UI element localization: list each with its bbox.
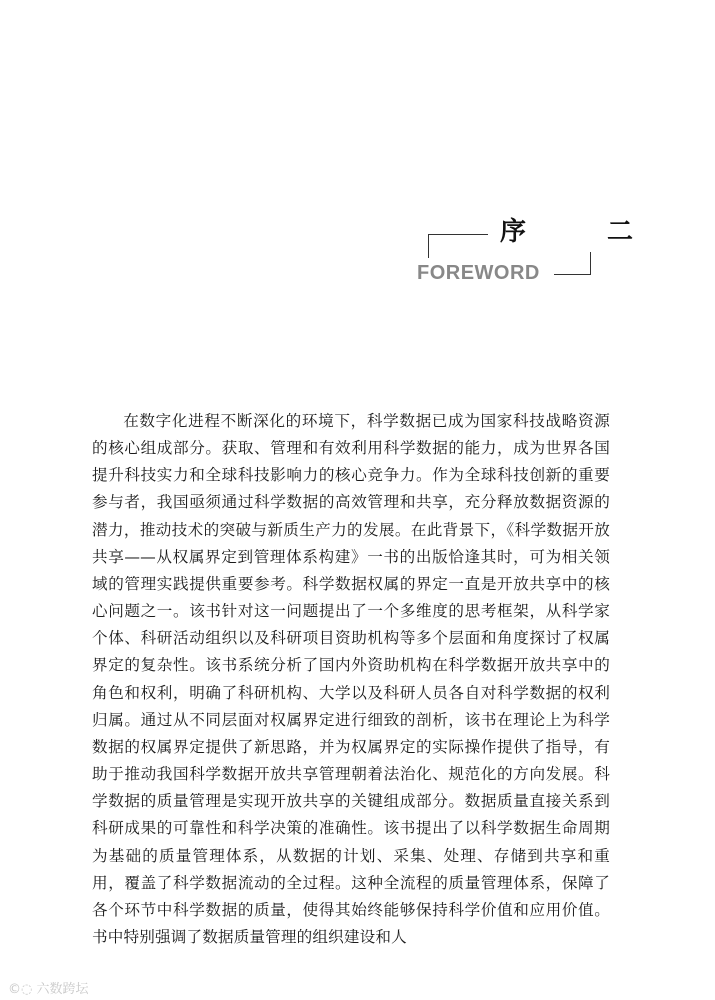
heading-rule-top — [428, 234, 488, 235]
heading-rule-bottom — [554, 274, 590, 275]
chapter-title-english: FOREWORD — [417, 262, 540, 284]
heading-rule-bottom-tick — [590, 252, 591, 275]
watermark: ©◌ 六数跨坛 — [8, 982, 89, 997]
body-paragraph: 在数字化进程不断深化的环境下，科学数据已成为国家科技战略资源的核心组成部分。获取、管理和有效利用科学数据的能力，成为世界各国提升科技实力和全球科技影响力的核心竞争力。作为全球科技创新的重要参与者，我国亟须通过科学数据的高效管理和共享，充分释放数据资源的潜力，推动技术的突破与新质生产力的发展。在此背景下，《科学数据开放共享——从权属界定到管理体系构建》一书的出版恰逢其时，可为相关领域的管理实践提供重要参考。科学数据权属的界定一直是开放共享中的核心问题之一。该书针对这一问题提出了一个多维度的思考框架，从科学家个体、科研活动组织以及科研项目资助机构等多个层面和角度探讨了权属界定的复杂性。该书系统分析了国内外资助机构在科学数据开放共享中的角色和权利，明确了科研机构、大学以及科研人员各自对科学数据的权利归属。通过从不同层面对权属界定进行细致的剖析，该书在理论上为科学数据的权属界定提供了新思路，并为权属界定的实际操作提供了指导，有助于推动我国科学数据开放共享管理朝着法治化、规范化的方向发展。科学数据的质量管理是实现开放共享的关键组成部分。数据质量直接关系到科研成果的可靠性和科学决策的准确性。该书提出了以科学数据生命周期为基础的质量管理体系，从数据的计划、采集、处理、存储到共享和重用，覆盖了科学数据流动的全过程。这种全流程的质量管理体系，保障了各个环节中科学数据的质量，使得其始终能够保持科学价值和应用价值。书中特别强调了数据质量管理的组织建设和人 — [92, 412, 610, 946]
chapter-title-chinese: 序 二 — [500, 217, 670, 247]
heading-rule-top-tick — [428, 234, 429, 258]
foreword-heading — [0, 0, 715, 320]
